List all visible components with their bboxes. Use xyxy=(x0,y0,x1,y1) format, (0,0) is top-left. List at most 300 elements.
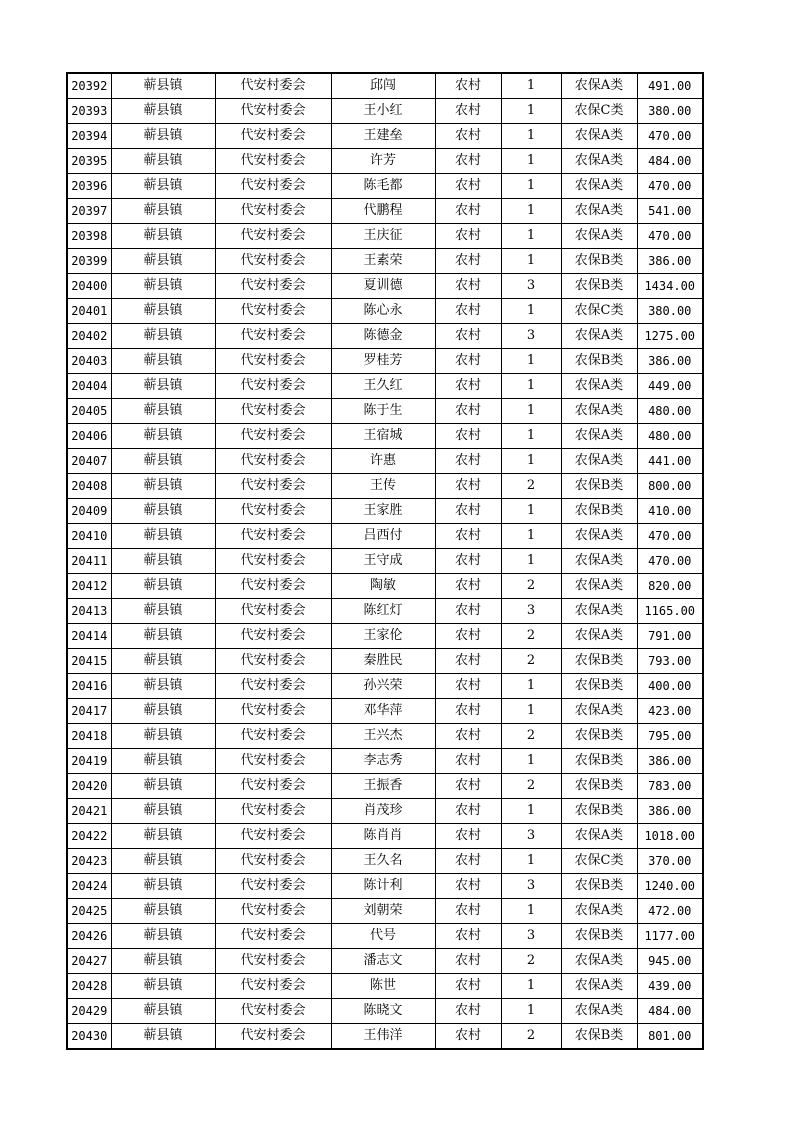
person-name-cell: 孙兴荣 xyxy=(331,674,435,699)
town-cell: 蕲县镇 xyxy=(111,549,215,574)
amount-cell: 1018.00 xyxy=(637,824,703,849)
table-row xyxy=(67,849,703,874)
village-committee-cell: 代安村委会 xyxy=(215,249,331,274)
household-count-cell: 1 xyxy=(501,974,561,999)
person-name-cell: 陈于生 xyxy=(331,399,435,424)
town-cell: 蕲县镇 xyxy=(111,749,215,774)
person-name-cell: 邱闯 xyxy=(331,73,435,99)
person-name-cell: 王小红 xyxy=(331,99,435,124)
area-type-cell: 农村 xyxy=(435,874,501,899)
area-type-cell: 农村 xyxy=(435,849,501,874)
amount-cell: 480.00 xyxy=(637,399,703,424)
insurance-class-cell: 农保A类 xyxy=(561,549,637,574)
area-type-cell: 农村 xyxy=(435,574,501,599)
record-id-cell: 20396 xyxy=(67,174,111,199)
record-id-cell: 20407 xyxy=(67,449,111,474)
household-count-cell: 1 xyxy=(501,749,561,774)
insurance-class-cell: 农保A类 xyxy=(561,224,637,249)
village-committee-cell: 代安村委会 xyxy=(215,924,331,949)
insurance-class-cell: 农保A类 xyxy=(561,374,637,399)
amount-cell: 400.00 xyxy=(637,674,703,699)
insurance-class-cell: 农保B类 xyxy=(561,649,637,674)
village-committee-cell: 代安村委会 xyxy=(215,399,331,424)
record-id-cell: 20395 xyxy=(67,149,111,174)
area-type-cell: 农村 xyxy=(435,774,501,799)
area-type-cell: 农村 xyxy=(435,724,501,749)
record-id-cell: 20424 xyxy=(67,874,111,899)
insurance-class-cell: 农保B类 xyxy=(561,274,637,299)
insurance-class-cell: 农保A类 xyxy=(561,524,637,549)
amount-cell: 470.00 xyxy=(637,224,703,249)
table-row xyxy=(67,624,703,649)
table-row xyxy=(67,449,703,474)
insurance-class-cell: 农保C类 xyxy=(561,849,637,874)
village-committee-cell: 代安村委会 xyxy=(215,774,331,799)
household-count-cell: 3 xyxy=(501,324,561,349)
table-row xyxy=(67,674,703,699)
town-cell: 蕲县镇 xyxy=(111,249,215,274)
household-count-cell: 1 xyxy=(501,499,561,524)
insurance-class-cell: 农保B类 xyxy=(561,874,637,899)
amount-cell: 470.00 xyxy=(637,549,703,574)
town-cell: 蕲县镇 xyxy=(111,999,215,1024)
amount-cell: 1165.00 xyxy=(637,599,703,624)
insurance-class-cell: 农保B类 xyxy=(561,924,637,949)
village-committee-cell: 代安村委会 xyxy=(215,874,331,899)
household-count-cell: 1 xyxy=(501,124,561,149)
person-name-cell: 陶敏 xyxy=(331,574,435,599)
household-count-cell: 1 xyxy=(501,199,561,224)
village-committee-cell: 代安村委会 xyxy=(215,149,331,174)
table-row xyxy=(67,799,703,824)
area-type-cell: 农村 xyxy=(435,449,501,474)
area-type-cell: 农村 xyxy=(435,474,501,499)
table-row xyxy=(67,424,703,449)
person-name-cell: 陈晓文 xyxy=(331,999,435,1024)
table-row xyxy=(67,499,703,524)
amount-cell: 410.00 xyxy=(637,499,703,524)
insurance-class-cell: 农保A类 xyxy=(561,124,637,149)
town-cell: 蕲县镇 xyxy=(111,924,215,949)
town-cell: 蕲县镇 xyxy=(111,224,215,249)
town-cell: 蕲县镇 xyxy=(111,824,215,849)
table-row xyxy=(67,99,703,124)
person-name-cell: 陈心永 xyxy=(331,299,435,324)
town-cell: 蕲县镇 xyxy=(111,899,215,924)
town-cell: 蕲县镇 xyxy=(111,649,215,674)
area-type-cell: 农村 xyxy=(435,149,501,174)
town-cell: 蕲县镇 xyxy=(111,449,215,474)
person-name-cell: 罗桂芳 xyxy=(331,349,435,374)
village-committee-cell: 代安村委会 xyxy=(215,124,331,149)
town-cell: 蕲县镇 xyxy=(111,874,215,899)
record-id-cell: 20422 xyxy=(67,824,111,849)
household-count-cell: 2 xyxy=(501,1024,561,1050)
record-id-cell: 20401 xyxy=(67,299,111,324)
amount-cell: 484.00 xyxy=(637,999,703,1024)
insurance-class-cell: 农保A类 xyxy=(561,999,637,1024)
table-row xyxy=(67,1024,703,1050)
record-id-cell: 20399 xyxy=(67,249,111,274)
table-row xyxy=(67,974,703,999)
record-id-cell: 20410 xyxy=(67,524,111,549)
insurance-class-cell: 农保B类 xyxy=(561,724,637,749)
amount-cell: 484.00 xyxy=(637,149,703,174)
area-type-cell: 农村 xyxy=(435,299,501,324)
household-count-cell: 1 xyxy=(501,524,561,549)
village-committee-cell: 代安村委会 xyxy=(215,424,331,449)
amount-cell: 386.00 xyxy=(637,349,703,374)
record-id-cell: 20419 xyxy=(67,749,111,774)
insurance-class-cell: 农保A类 xyxy=(561,599,637,624)
amount-cell: 449.00 xyxy=(637,374,703,399)
town-cell: 蕲县镇 xyxy=(111,674,215,699)
table-body xyxy=(67,73,703,1049)
table-row xyxy=(67,924,703,949)
record-id-cell: 20420 xyxy=(67,774,111,799)
record-id-cell: 20423 xyxy=(67,849,111,874)
town-cell: 蕲县镇 xyxy=(111,974,215,999)
household-count-cell: 1 xyxy=(501,249,561,274)
insurance-class-cell: 农保A类 xyxy=(561,424,637,449)
area-type-cell: 农村 xyxy=(435,974,501,999)
record-id-cell: 20406 xyxy=(67,424,111,449)
insurance-class-cell: 农保C类 xyxy=(561,99,637,124)
amount-cell: 480.00 xyxy=(637,424,703,449)
village-committee-cell: 代安村委会 xyxy=(215,749,331,774)
person-name-cell: 陈红灯 xyxy=(331,599,435,624)
person-name-cell: 陈计利 xyxy=(331,874,435,899)
record-id-cell: 20400 xyxy=(67,274,111,299)
amount-cell: 470.00 xyxy=(637,124,703,149)
household-count-cell: 3 xyxy=(501,599,561,624)
village-committee-cell: 代安村委会 xyxy=(215,799,331,824)
record-id-cell: 20394 xyxy=(67,124,111,149)
amount-cell: 795.00 xyxy=(637,724,703,749)
town-cell: 蕲县镇 xyxy=(111,174,215,199)
insurance-class-cell: 农保A类 xyxy=(561,199,637,224)
village-committee-cell: 代安村委会 xyxy=(215,624,331,649)
insurance-class-cell: 农保A类 xyxy=(561,324,637,349)
amount-cell: 801.00 xyxy=(637,1024,703,1050)
person-name-cell: 刘朝荣 xyxy=(331,899,435,924)
insurance-class-cell: 农保A类 xyxy=(561,699,637,724)
amount-cell: 386.00 xyxy=(637,249,703,274)
amount-cell: 1275.00 xyxy=(637,324,703,349)
table-row xyxy=(67,149,703,174)
household-count-cell: 2 xyxy=(501,774,561,799)
person-name-cell: 王传 xyxy=(331,474,435,499)
household-count-cell: 1 xyxy=(501,99,561,124)
insurance-class-cell: 农保A类 xyxy=(561,73,637,99)
town-cell: 蕲县镇 xyxy=(111,724,215,749)
person-name-cell: 王家伦 xyxy=(331,624,435,649)
village-committee-cell: 代安村委会 xyxy=(215,299,331,324)
amount-cell: 370.00 xyxy=(637,849,703,874)
amount-cell: 800.00 xyxy=(637,474,703,499)
area-type-cell: 农村 xyxy=(435,649,501,674)
table-row xyxy=(67,774,703,799)
person-name-cell: 秦胜民 xyxy=(331,649,435,674)
town-cell: 蕲县镇 xyxy=(111,349,215,374)
village-committee-cell: 代安村委会 xyxy=(215,499,331,524)
table-row xyxy=(67,699,703,724)
town-cell: 蕲县镇 xyxy=(111,624,215,649)
record-id-cell: 20416 xyxy=(67,674,111,699)
amount-cell: 793.00 xyxy=(637,649,703,674)
table-row xyxy=(67,999,703,1024)
area-type-cell: 农村 xyxy=(435,124,501,149)
table-row xyxy=(67,549,703,574)
table-row xyxy=(67,199,703,224)
town-cell: 蕲县镇 xyxy=(111,274,215,299)
person-name-cell: 王兴杰 xyxy=(331,724,435,749)
village-committee-cell: 代安村委会 xyxy=(215,999,331,1024)
amount-cell: 1434.00 xyxy=(637,274,703,299)
area-type-cell: 农村 xyxy=(435,799,501,824)
household-count-cell: 3 xyxy=(501,274,561,299)
area-type-cell: 农村 xyxy=(435,924,501,949)
household-count-cell: 1 xyxy=(501,849,561,874)
insurance-class-cell: 农保A类 xyxy=(561,824,637,849)
insurance-class-cell: 农保B类 xyxy=(561,674,637,699)
record-id-cell: 20421 xyxy=(67,799,111,824)
person-name-cell: 王宿城 xyxy=(331,424,435,449)
person-name-cell: 王振香 xyxy=(331,774,435,799)
area-type-cell: 农村 xyxy=(435,899,501,924)
area-type-cell: 农村 xyxy=(435,1024,501,1050)
town-cell: 蕲县镇 xyxy=(111,199,215,224)
table-row xyxy=(67,274,703,299)
area-type-cell: 农村 xyxy=(435,199,501,224)
record-id-cell: 20412 xyxy=(67,574,111,599)
person-name-cell: 王建垒 xyxy=(331,124,435,149)
person-name-cell: 王伟洋 xyxy=(331,1024,435,1050)
town-cell: 蕲县镇 xyxy=(111,99,215,124)
town-cell: 蕲县镇 xyxy=(111,149,215,174)
amount-cell: 470.00 xyxy=(637,174,703,199)
town-cell: 蕲县镇 xyxy=(111,73,215,99)
record-id-cell: 20414 xyxy=(67,624,111,649)
village-committee-cell: 代安村委会 xyxy=(215,174,331,199)
household-count-cell: 1 xyxy=(501,149,561,174)
person-name-cell: 代鹏程 xyxy=(331,199,435,224)
amount-cell: 441.00 xyxy=(637,449,703,474)
household-count-cell: 3 xyxy=(501,924,561,949)
person-name-cell: 王守成 xyxy=(331,549,435,574)
town-cell: 蕲县镇 xyxy=(111,324,215,349)
amount-cell: 380.00 xyxy=(637,299,703,324)
record-id-cell: 20392 xyxy=(67,73,111,99)
insurance-class-cell: 农保B类 xyxy=(561,499,637,524)
household-count-cell: 1 xyxy=(501,374,561,399)
area-type-cell: 农村 xyxy=(435,549,501,574)
village-committee-cell: 代安村委会 xyxy=(215,99,331,124)
insurance-class-cell: 农保B类 xyxy=(561,774,637,799)
area-type-cell: 农村 xyxy=(435,949,501,974)
record-id-cell: 20409 xyxy=(67,499,111,524)
household-count-cell: 1 xyxy=(501,549,561,574)
town-cell: 蕲县镇 xyxy=(111,574,215,599)
household-count-cell: 1 xyxy=(501,799,561,824)
record-id-cell: 20398 xyxy=(67,224,111,249)
person-name-cell: 夏训德 xyxy=(331,274,435,299)
village-committee-cell: 代安村委会 xyxy=(215,449,331,474)
town-cell: 蕲县镇 xyxy=(111,949,215,974)
amount-cell: 380.00 xyxy=(637,99,703,124)
area-type-cell: 农村 xyxy=(435,399,501,424)
household-count-cell: 1 xyxy=(501,449,561,474)
insurance-class-cell: 农保B类 xyxy=(561,749,637,774)
person-name-cell: 李志秀 xyxy=(331,749,435,774)
record-id-cell: 20427 xyxy=(67,949,111,974)
insurance-class-cell: 农保A类 xyxy=(561,974,637,999)
person-name-cell: 王家胜 xyxy=(331,499,435,524)
person-name-cell: 陈德金 xyxy=(331,324,435,349)
insurance-class-cell: 农保A类 xyxy=(561,899,637,924)
insurance-class-cell: 农保A类 xyxy=(561,949,637,974)
record-id-cell: 20404 xyxy=(67,374,111,399)
record-id-cell: 20402 xyxy=(67,324,111,349)
amount-cell: 945.00 xyxy=(637,949,703,974)
table-row xyxy=(67,124,703,149)
village-committee-cell: 代安村委会 xyxy=(215,674,331,699)
town-cell: 蕲县镇 xyxy=(111,599,215,624)
area-type-cell: 农村 xyxy=(435,174,501,199)
record-id-cell: 20426 xyxy=(67,924,111,949)
village-committee-cell: 代安村委会 xyxy=(215,849,331,874)
insurance-class-cell: 农保A类 xyxy=(561,149,637,174)
amount-cell: 439.00 xyxy=(637,974,703,999)
village-committee-cell: 代安村委会 xyxy=(215,224,331,249)
village-committee-cell: 代安村委会 xyxy=(215,699,331,724)
village-committee-cell: 代安村委会 xyxy=(215,474,331,499)
amount-cell: 541.00 xyxy=(637,199,703,224)
village-committee-cell: 代安村委会 xyxy=(215,1024,331,1050)
table-row xyxy=(67,949,703,974)
record-id-cell: 20408 xyxy=(67,474,111,499)
household-count-cell: 1 xyxy=(501,424,561,449)
town-cell: 蕲县镇 xyxy=(111,399,215,424)
village-committee-cell: 代安村委会 xyxy=(215,324,331,349)
amount-cell: 423.00 xyxy=(637,699,703,724)
area-type-cell: 农村 xyxy=(435,424,501,449)
amount-cell: 386.00 xyxy=(637,799,703,824)
insurance-class-cell: 农保A类 xyxy=(561,449,637,474)
person-name-cell: 王久名 xyxy=(331,849,435,874)
amount-cell: 386.00 xyxy=(637,749,703,774)
table-row xyxy=(67,574,703,599)
person-name-cell: 王素荣 xyxy=(331,249,435,274)
area-type-cell: 农村 xyxy=(435,73,501,99)
table-row xyxy=(67,73,703,99)
area-type-cell: 农村 xyxy=(435,224,501,249)
village-committee-cell: 代安村委会 xyxy=(215,549,331,574)
amount-cell: 791.00 xyxy=(637,624,703,649)
amount-cell: 491.00 xyxy=(637,73,703,99)
table-row xyxy=(67,299,703,324)
household-count-cell: 2 xyxy=(501,649,561,674)
person-name-cell: 王久红 xyxy=(331,374,435,399)
amount-cell: 1177.00 xyxy=(637,924,703,949)
area-type-cell: 农村 xyxy=(435,274,501,299)
village-committee-cell: 代安村委会 xyxy=(215,974,331,999)
record-id-cell: 20393 xyxy=(67,99,111,124)
village-committee-cell: 代安村委会 xyxy=(215,374,331,399)
amount-cell: 472.00 xyxy=(637,899,703,924)
household-count-cell: 1 xyxy=(501,999,561,1024)
record-id-cell: 20430 xyxy=(67,1024,111,1050)
person-name-cell: 陈肖肖 xyxy=(331,824,435,849)
village-committee-cell: 代安村委会 xyxy=(215,899,331,924)
table-row xyxy=(67,824,703,849)
table-row xyxy=(67,599,703,624)
record-id-cell: 20397 xyxy=(67,199,111,224)
insurance-class-cell: 农保B类 xyxy=(561,474,637,499)
table-row xyxy=(67,649,703,674)
record-id-cell: 20413 xyxy=(67,599,111,624)
record-table xyxy=(66,72,704,1050)
village-committee-cell: 代安村委会 xyxy=(215,599,331,624)
area-type-cell: 农村 xyxy=(435,349,501,374)
town-cell: 蕲县镇 xyxy=(111,299,215,324)
record-id-cell: 20411 xyxy=(67,549,111,574)
town-cell: 蕲县镇 xyxy=(111,474,215,499)
record-id-cell: 20415 xyxy=(67,649,111,674)
area-type-cell: 农村 xyxy=(435,674,501,699)
area-type-cell: 农村 xyxy=(435,249,501,274)
area-type-cell: 农村 xyxy=(435,499,501,524)
town-cell: 蕲县镇 xyxy=(111,1024,215,1050)
table-row xyxy=(67,724,703,749)
person-name-cell: 代号 xyxy=(331,924,435,949)
household-count-cell: 2 xyxy=(501,624,561,649)
village-committee-cell: 代安村委会 xyxy=(215,349,331,374)
table-row xyxy=(67,374,703,399)
village-committee-cell: 代安村委会 xyxy=(215,73,331,99)
table-row xyxy=(67,524,703,549)
record-id-cell: 20418 xyxy=(67,724,111,749)
record-id-cell: 20425 xyxy=(67,899,111,924)
village-committee-cell: 代安村委会 xyxy=(215,724,331,749)
insurance-class-cell: 农保A类 xyxy=(561,174,637,199)
insurance-class-cell: 农保B类 xyxy=(561,349,637,374)
area-type-cell: 农村 xyxy=(435,749,501,774)
person-name-cell: 肖茂珍 xyxy=(331,799,435,824)
table-row xyxy=(67,399,703,424)
table-row xyxy=(67,349,703,374)
insurance-class-cell: 农保A类 xyxy=(561,399,637,424)
record-id-cell: 20405 xyxy=(67,399,111,424)
household-count-cell: 2 xyxy=(501,724,561,749)
household-count-cell: 1 xyxy=(501,699,561,724)
area-type-cell: 农村 xyxy=(435,99,501,124)
insurance-class-cell: 农保B类 xyxy=(561,1024,637,1050)
area-type-cell: 农村 xyxy=(435,324,501,349)
table-row xyxy=(67,749,703,774)
household-count-cell: 2 xyxy=(501,474,561,499)
town-cell: 蕲县镇 xyxy=(111,424,215,449)
insurance-class-cell: 农保C类 xyxy=(561,299,637,324)
household-count-cell: 1 xyxy=(501,73,561,99)
household-count-cell: 1 xyxy=(501,399,561,424)
table-row xyxy=(67,874,703,899)
household-count-cell: 3 xyxy=(501,874,561,899)
amount-cell: 470.00 xyxy=(637,524,703,549)
household-count-cell: 1 xyxy=(501,299,561,324)
table-row xyxy=(67,324,703,349)
area-type-cell: 农村 xyxy=(435,699,501,724)
